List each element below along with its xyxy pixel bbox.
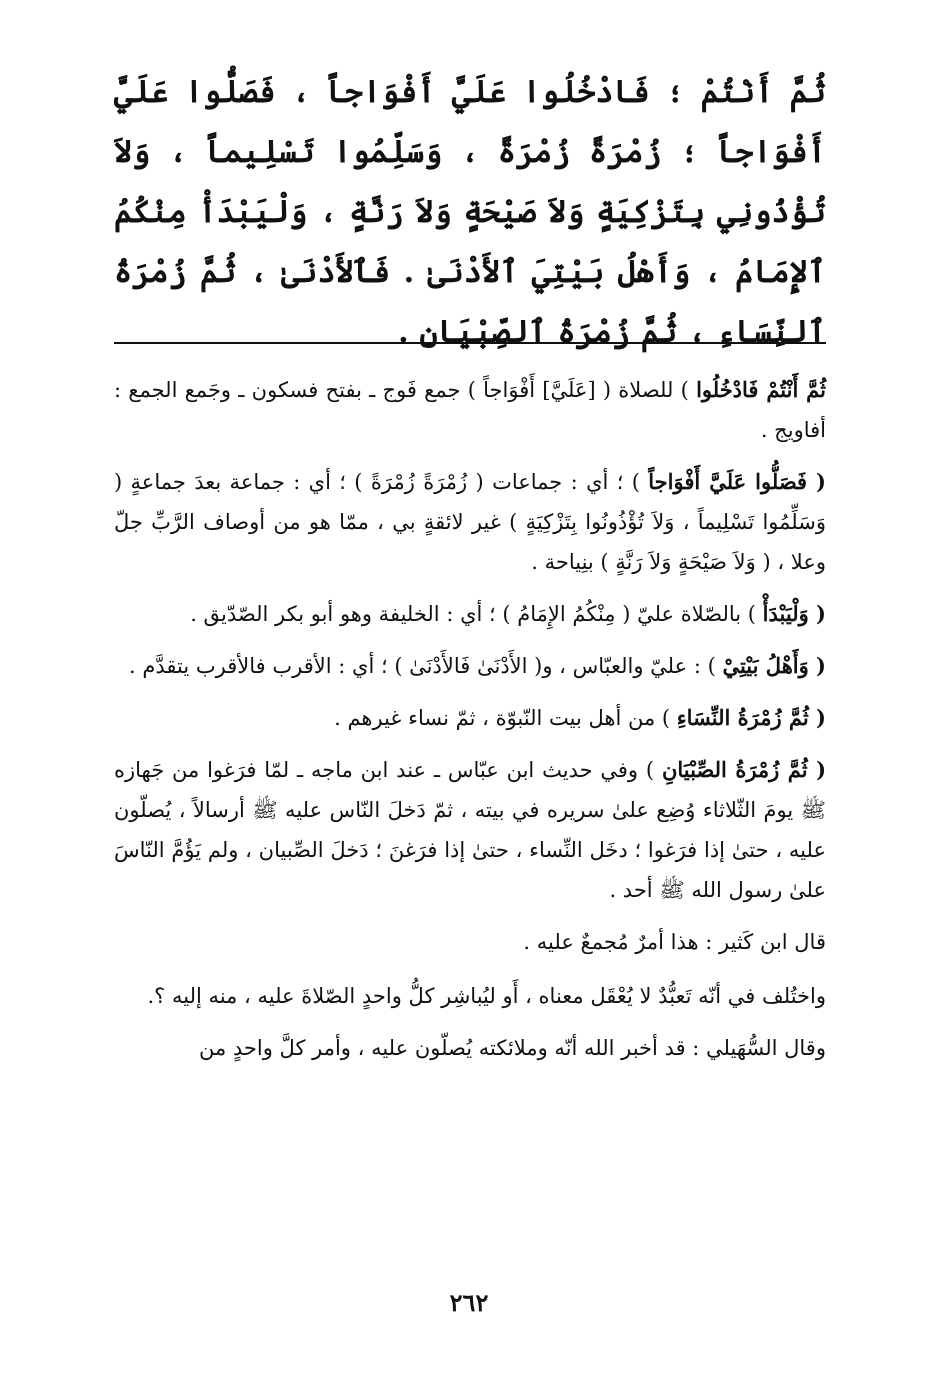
commentary-paragraph xyxy=(114,646,826,686)
explanation-text: ) وفي حديث ابن عبّاس ـ عند ابن ماجه ـ لمّا فرَغوا من جَهازه ﷺ يومَ الثّلاثاء وُضِع علىٰ سريره في بيته ، ثمّ دَخلَ النّاس عليه ﷺ أرسالاً ، يُصلّون عليه ، حتىٰ إذا فرَغوا ؛ دخَل النِّساء ، حتىٰ إذا فرَغنَ ؛ دَخلَ الصِّبيان ، ولم يَؤُمَّ النّاسَ علىٰ رسول الله ﷺ أحد . xyxy=(114,758,826,902)
quoted-phrase: ( ثُمَّ زُمْرَةُ النِّسَاءِ xyxy=(676,705,826,730)
quoted-phrase: ( وَأَهْلُ بَيْتِيْ xyxy=(722,653,826,678)
explanation-text: ) : عليّ والعبّاس ، و( الأَدْنَىٰ فَالأَدْنَىٰ ) ؛ أي : الأقرب فالأقرب يتقدَّم . xyxy=(129,654,723,678)
commentary-paragraph xyxy=(114,976,826,1016)
commentary-paragraph xyxy=(114,594,826,634)
commentary-paragraph xyxy=(114,698,826,738)
footnote-divider xyxy=(114,342,826,344)
page-number: ٢٦٢ xyxy=(449,1288,489,1317)
commentary-paragraph xyxy=(114,370,826,450)
main-hadith-text: ثُمَّ أَنْتُمْ ؛ فَادْخُلُوا عَلَيَّ أَفْوَاجاً ، فَصَلُّوا عَلَيَّ أَفْوَاجاً ؛ زُمْرَةً زُمْرَةً ، وَسَلِّمُوا تَسْلِيماً ، وَلاَ تُؤْذُونِي بِتَزْكِيَةٍ وَلاَ صَيْحَةٍ وَلاَ رَنَّةٍ ، وَلْيَبْدَأْ مِنْكُمُ ٱلإِمَامُ ، وَأَهْلُ بَيْتِيَ ٱلأَدْنَىٰ . فَٱلأَدْنَىٰ ، ثُمَّ زُمْرَةُ ٱلنِّسَاءِ ، ثُمَّ زُمْرَةُ ٱلصِّبْيَانِ . xyxy=(114,74,826,350)
commentary-paragraph xyxy=(114,750,826,910)
explanation-text: ) من أهل بيت النّبوّة ، ثمّ نساء غيرهم . xyxy=(334,706,677,730)
commentary-paragraph xyxy=(114,1028,826,1068)
commentary-paragraph xyxy=(114,922,826,962)
explanation-text: قال ابن كَثير : هذا أمرٌ مُجمعٌ عليه . xyxy=(523,930,826,954)
explanation-text: وقال السُّهَيلي : قد أخبر الله أنّه وملائكته يُصلّون عليه ، وأمر كلَّ واحدٍ من xyxy=(198,1036,826,1060)
explanation-text: ) ؛ أي : جماعات ( زُمْرَةً زُمْرَةً ) ؛ أي : جماعة بعدَ جماعةٍ ( وَسَلِّمُوا تَسْلِيماً ، وَلاَ تُؤْذُونُوا بِتَزْكِيَةٍ ) غير لائقةٍ بي ، ممّا هو من أوصاف الرَّبِّ جلّ وعلا ، ( وَلاَ صَيْحَةٍ وَلاَ رَنَّةٍ ) بنِياحة . xyxy=(114,470,826,574)
quoted-phrase: ( وَلْيَبْدَأْ xyxy=(762,601,826,626)
quoted-phrase: ( فَصَلُّوا عَلَيَّ أَفْوَاجاً xyxy=(648,469,826,494)
explanation-text: واختُلف في أنّه تَعبُّدٌ لا يُعْقَل معناه ، أَو ليُباشِر كلُّ واحدٍ الصّلاةَ عليه ، منه إليه ؟. xyxy=(147,984,826,1008)
explanation-text: ) بالصّلاة عليّ ( مِنْكُمُ الإِمَامُ ) ؛ أي : الخليفة وهو أبو بكر الصّدّيق . xyxy=(190,602,763,626)
quoted-phrase: ثُمَّ أَنْتُمْ فَادْخُلُوا xyxy=(696,377,827,402)
commentary-paragraph xyxy=(114,462,826,582)
commentary-section xyxy=(114,370,826,1080)
quoted-phrase: ( ثُمَّ زُمْرَةُ الصِّبْيَانِ xyxy=(661,757,827,782)
explanation-text: ) للصلاة ( [عَلَيَّ] أَفْوَاجاً ) جمع فَوج ـ بفتح فسكون ـ وجَمع الجمع : أفاويج . xyxy=(114,378,826,442)
